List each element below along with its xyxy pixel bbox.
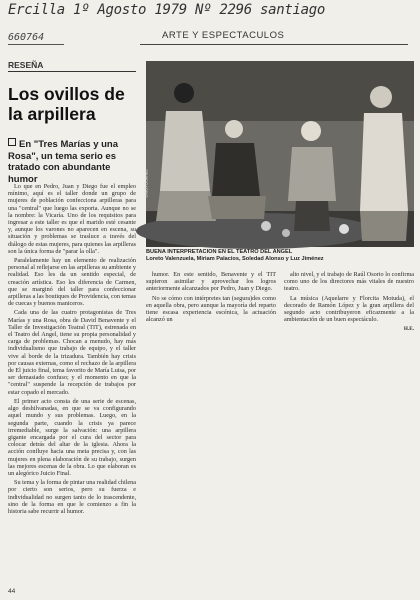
headline: Los ovillos de la arpillera — [8, 84, 125, 124]
caption-title: BUENA INTERPRETACION EN EL TEATRO DEL ANGEL — [146, 249, 293, 255]
photo-credit: Ulrich Duenas — [143, 169, 149, 198]
kicker-label: RESEÑA — [8, 60, 44, 70]
paragraph: El primer acto consta de una serie de escenas, algo deshilvanadas, en que se va configurando aquel mundo y sus problemas. Luego, en la segunda parte, cuando la crisis ya parece irremediable, surge la salvación: una arpillera gigante encargada por el cura del sector para colocar detrás del altar de la iglesia. Ahora la acción confluye hacia una meta precisa y, con las mujeres en plena elaboración de su trabajo, surgen las mejores escenas de la obra. Lo que elaboran es un alegórico Juicio Final. — [8, 397, 136, 477]
article-column-2 — [146, 271, 276, 346]
bullet-square-icon — [8, 138, 16, 146]
article-column-3 — [284, 271, 414, 353]
paragraph: Paralelamente hay un elemento de realización personal al reflejarse en las arpilleras su ambiente y realidad. Eso les da un sentido especial, de creación artística. Eso les diferencia de Carmen, que se marginó del taller para confeccionar arpilleras a las boutiques de Providencia, con temas de cuecas y buenos maniceros. — [8, 257, 136, 308]
signature-wrap — [284, 325, 414, 333]
paragraph: alto nivel, y el trabajo de Raúl Osorio lo confirma como uno de los directores más vitales de nuestro teatro. — [284, 271, 414, 293]
author-signature: H.E. — [403, 326, 414, 333]
kicker-rule — [8, 71, 136, 72]
section-title: ARTE Y ESPECTACULOS — [162, 30, 285, 41]
article-photo — [143, 61, 414, 247]
paragraph: Lo que en Pedro, Juan y Diego fue el empleo mínimo, aquí es el taller donde un grupo de mujeres de población confecciona arpilleras para una "central" que luego las exporta. Aunque no se la nombre: la Vicaría. Uno de los requisitos para ingresar a este taller es que el marido esté cesante y, aunque los varones no aparecen en escena, su situación y problemas se trasluce a través del diálogo de estas mujeres, para quienes las arpilleras son la única forma de "parar la olla". — [8, 183, 136, 255]
deck — [8, 138, 138, 185]
photo-caption — [146, 249, 414, 263]
handwritten-archive-code: 660764 — [8, 32, 45, 43]
caption-names: Loreto Valenzuela, Miriam Palacios, Soledad Alonso y Luz Jiménez — [146, 255, 324, 262]
handwritten-source-note: Ercilla 1º Agosto 1979 Nº 2296 santiago — [8, 2, 326, 18]
article-column-1 — [8, 183, 136, 588]
paragraph: humor. En este sentido, Benavente y el TIT supieron asimilar y aprovechar los logros anteriormente alcanzados por Pedro, Juan y Diego. — [146, 271, 276, 293]
photo-illustration — [143, 61, 414, 247]
handwritten-underline — [8, 44, 64, 45]
page-number: 44 — [8, 588, 16, 595]
paragraph: Cada una de las cuatro protagonistas de Tres Marías y una Rosa, obra de David Benavente y el Taller de Investigación Teatral (TIT), estrenada en el Teatro del Angel, tiene su propia personalidad y carga de problemas. Chocan a menudo, hay más individualismo que trabajo de equipo, y el taller vive al borde de la trizadura. También hay crisis por causas externas, como el rechazo de la arpillera de El juicio final, tema favorito de María Luisa, por ser demasiado confuso; y el momento en que la "central" suspende la recepción de trabajos por estar copado el mercado. — [8, 309, 137, 396]
paragraph: La música (Aquelarre y Florcita Motuda), el decorado de Ramón López y la gran arpillera del segundo acto contribuyeron eficazmente a la ambientación de un buen espectáculo. — [284, 294, 414, 324]
paragraph: Su tema y la forma de pintar una realidad chilena por cierto son serios, pero su fuerza e individualidad no surgen tanto de lo trascendente, sino de la forma en que le comienzo a fin la historia sabe recurrir al humor. — [8, 479, 136, 515]
deck-text: En "Tres Marías y una Rosa", un tema serio es tratado con abundante humor — [8, 139, 119, 185]
paragraph: No se cómo con intérpretes tan (segura)des como en aquella obra, pero aunque la mayoría del reparto tiene escasa experiencia escénica, la actuación alcanzó un — [146, 294, 276, 324]
